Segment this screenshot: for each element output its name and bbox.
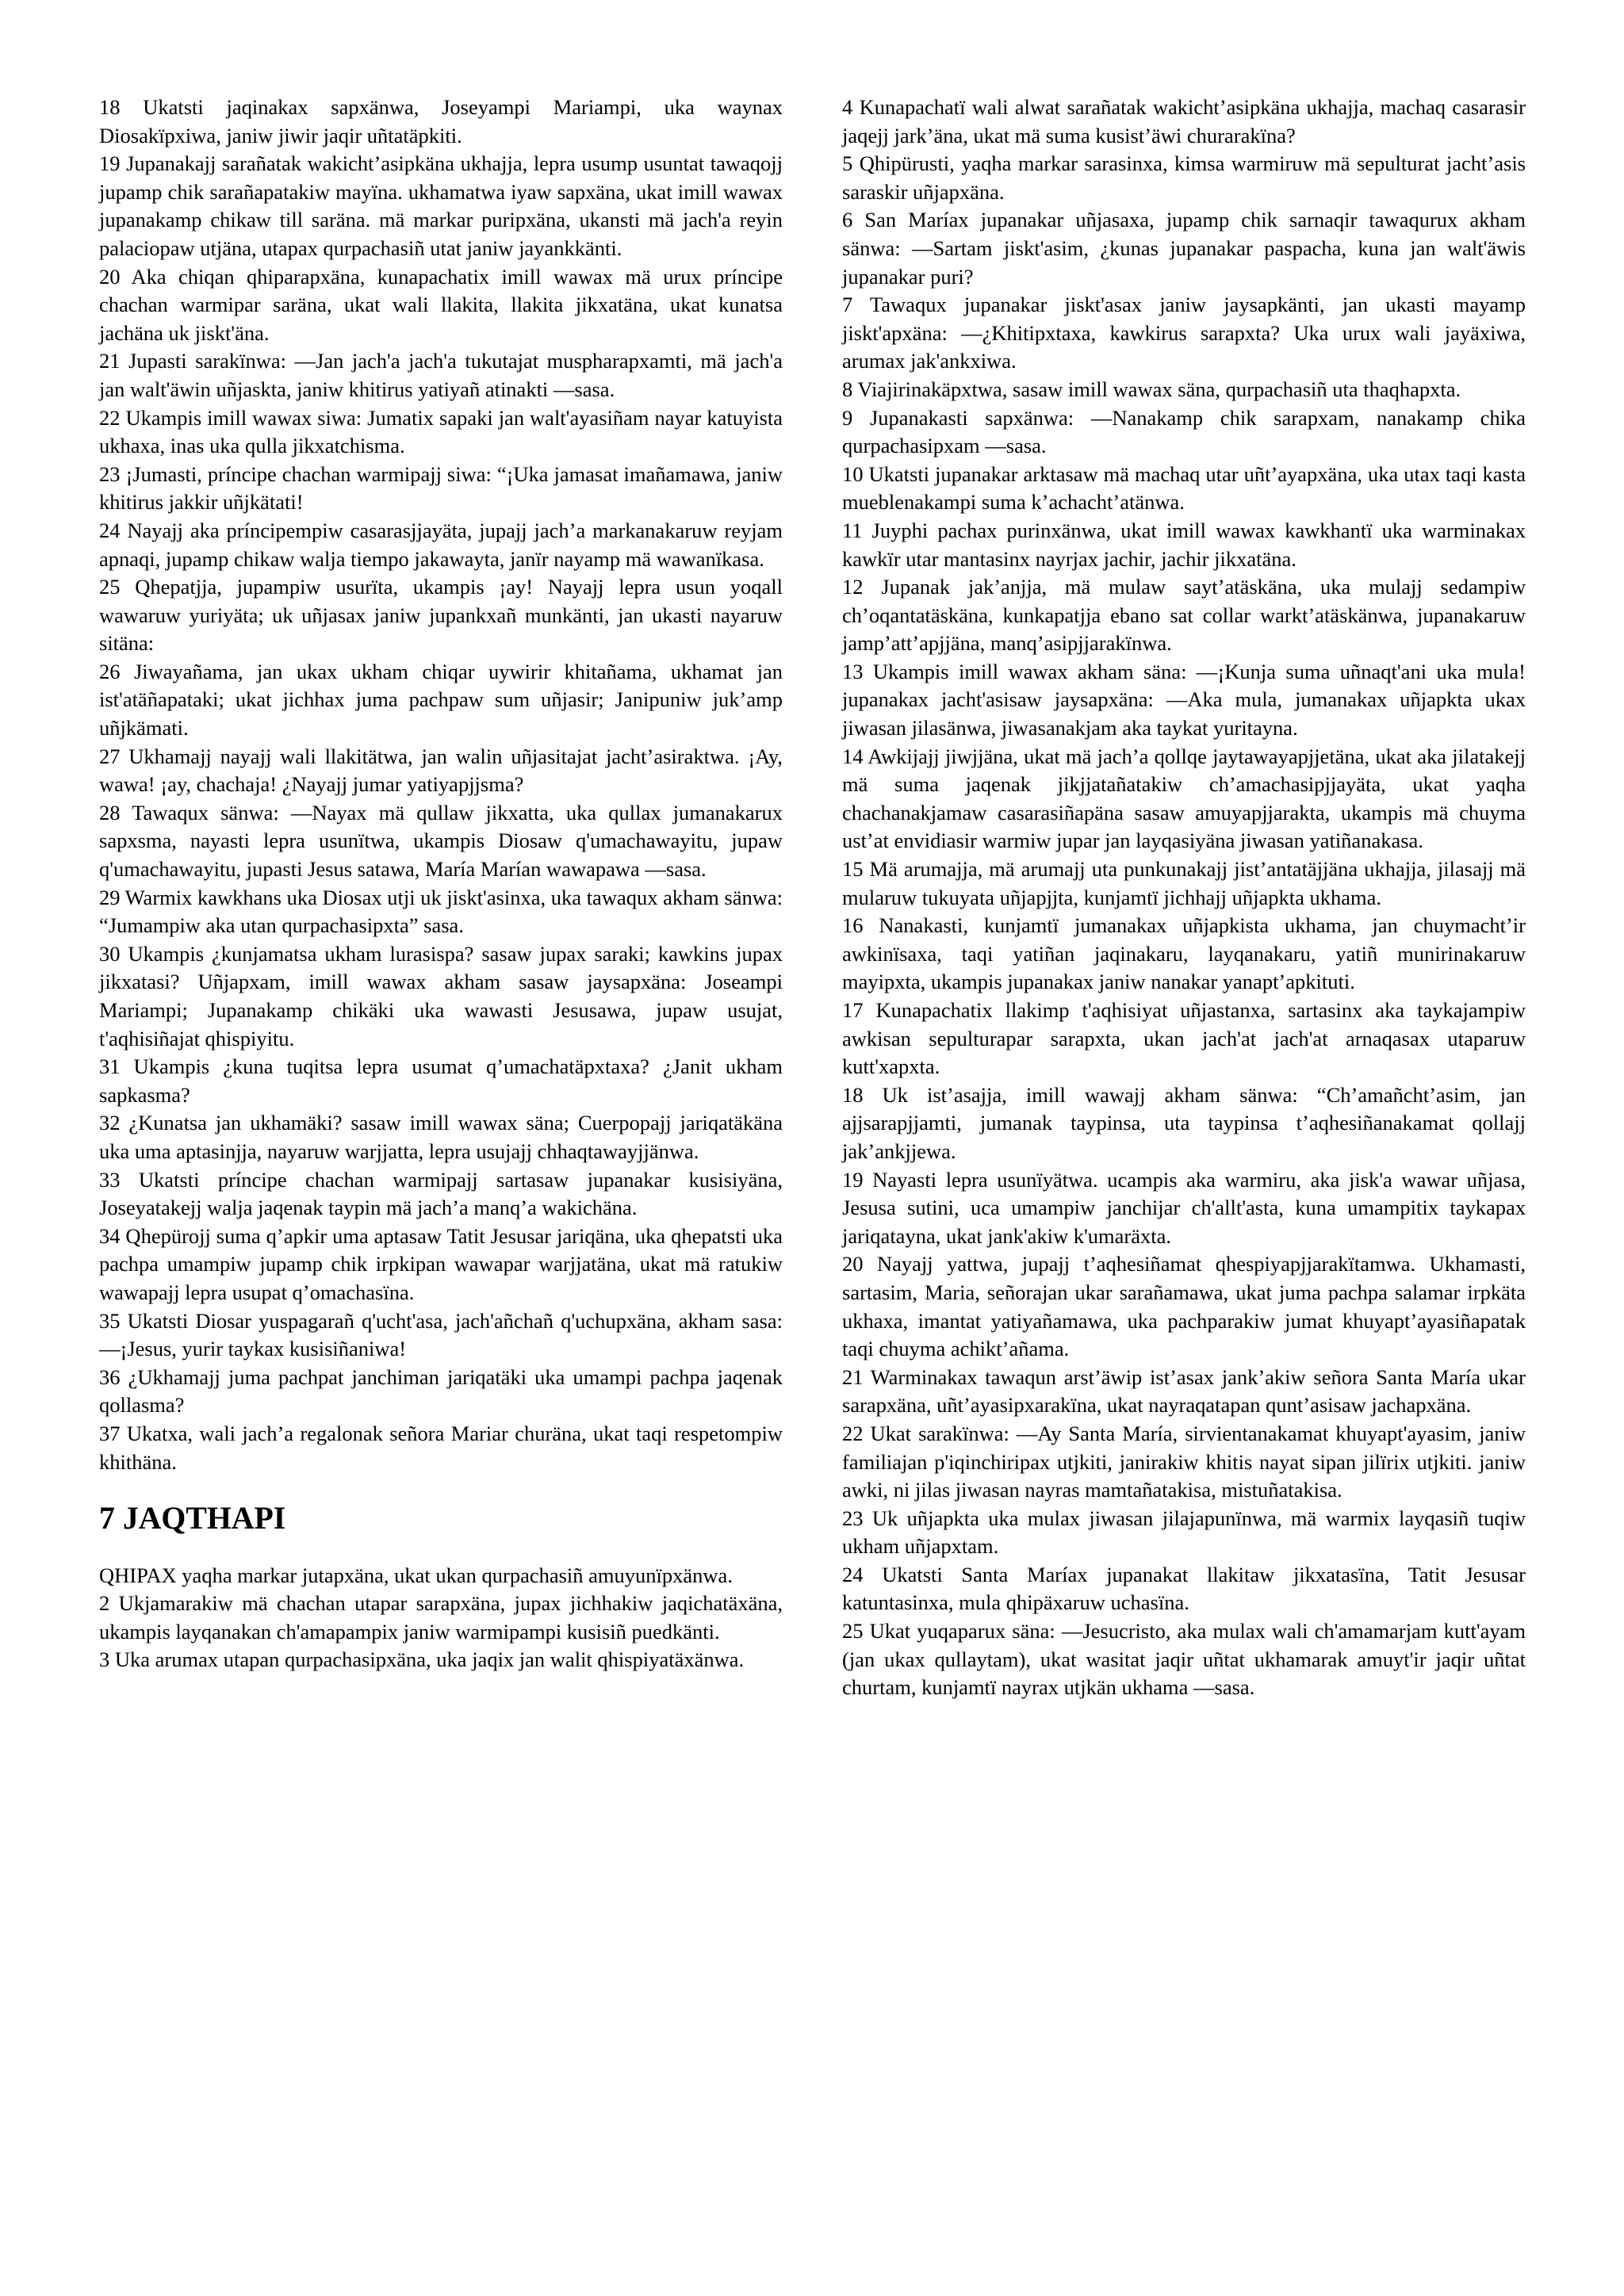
paragraph: 9 Jupanakasti sapxänwa: —Nanakamp chik sarapxam, nanakamp chika qurpachasipxam —sasa. [842,405,1526,458]
paragraph: 20 Nayajj yattwa, jupajj t’aqhesiñamat qhespiyapjjarakïtamwa. Ukhamasti, sartasim, Maria, señorajan ukar sarañamawa, ukat juma pachpa salamar irpkäta ukhaxa, imantat yatiyañamawa, uka pachparakiw jumat khuyapt’ayasiñapatak taqi chuyma achikt’añama. [842,1252,1526,1361]
paragraph: 22 Ukat sarakïnwa: —Ay Santa María, sirvientanakamat khuyapt'ayasim, janiw familiajan p'iqinchiripax utjkiti, janirakiw khitis nayat sipan jilïrix utjkiti. janiw awki, ni jilas jiwasan nayras mamtañatakisa, mistuñatakisa. [842,1421,1526,1502]
paragraph: 21 Jupasti sarakïnwa: —Jan jach'a jach'a tukutajat muspharapxamti, mä jach'a jan walt'äwin uñjaskta, janiw khitirus yatiyañ atinakti —sasa. [99,349,783,401]
paragraph: 19 Nayasti lepra usunïyätwa. ucampis aka warmiru, aka jisk'a wawar uñjasa, Jesusa sutini, uca umampiw janchijar ch'allt'asta, kuna umampitix taykapax jariqatayna, ukat jank'akiw k'umaräxta. [842,1167,1526,1248]
paragraph: 16 Nanakasti, kunjamtï jumanakax uñjapkista ukhama, jan chuymacht’ir awkinïsaxa, taqi yatiñan jaqinakaru, layqanakaru, yatiñ munirinakaruw mayipxta, ukampis jupanakax janiw nanakar yanapt’apkituti. [842,913,1526,994]
left-column [99,94,783,1674]
paragraph: 8 Viajirinakäpxtwa, sasaw imill wawax säna, qurpachasiñ uta thaqhapxta. [842,377,1461,401]
paragraph: 24 Nayajj aka príncipempiw casarasjjayäta, jupajj jach’a markanakaruw reyjam apnaqi, jupamp chikaw walja tiempo jakawayta, janïr nayamp mä wawanïkasa. [99,518,783,571]
paragraph: 12 Jupanak jak’anjja, mä mulaw sayt’atäskäna, uka mulajj sedampiw ch’oqantatäskäna, kunkapatjja ebano sat collar warkt’atäskänwa, jupanakaruw jamp’att’apjjäna, manq’asipjjarakïnwa. [842,575,1526,656]
paragraph: 25 Ukat yuqaparux säna: —Jesucristo, aka mulax wali ch'amamarjam kutt'ayam (jan ukax qullaytam), ukat wasitat jaqir uñtat ukhamarak amuyt'ir jaqir uñtat churtam, kunjamtï nayrax utjkän ukhama —sasa. [842,1619,1526,1700]
paragraph: 32 ¿Kunatsa jan ukhamäki? sasaw imill wawax säna; Cuerpopajj jariqatäkäna uka uma aptasinjja, nayaruw warjjatta, lepra usujajj chhaqtawayjjänwa. [99,1111,783,1163]
paragraph: 13 Ukampis imill wawax akham säna: —¡Kunja suma uñnaqt'ani uka mula! jupanakax jacht'asisaw jaysapxäna: —Aka mula, jumanakax uñjapkta ukax jiwasan jilasänwa, jiwasanakjam aka taykat yuritayna. [842,659,1526,740]
paragraph: 34 Qhepürojj suma q’apkir uma aptasaw Tatit Jesusar jariqäna, uka qhepatsti uka pachpa umampiw jupamp chik irpkipan wawapar warjjatäna, ukat mä ratukiw wawapajj lepra usupat q’omachasïna. [99,1223,783,1304]
paragraph: 27 Ukhamajj nayajj wali llakitätwa, jan walin uñjasitajat jacht’asiraktwa. ¡Ay, wawa! ¡ay, chachaja! ¿Nayajj jumar yatiyapjjsma? [99,744,783,797]
paragraph: 23 Uk uñjapkta uka mulax jiwasan jilajapunïnwa, mä warmix layqasiñ tuqiw ukham uñjapxtam. [842,1506,1526,1559]
paragraph: QHIPAX yaqha markar jutapxäna, ukat ukan qurpachasiñ amuyunïpxänwa. [99,1563,733,1587]
paragraph: 3 Uka arumax utapan qurpachasipxäna, uka jaqix jan walit qhispiyatäxänwa. [99,1647,745,1672]
paragraph: 26 Jiwayañama, jan ukax ukham chiqar uywirir khitañama, ukhamat jan ist'atäñapataki; ukat jichhax juma pachpaw sum uñjasir; Janipuniw juk’amp uñjkämati. [99,659,783,740]
paragraph: 29 Warmix kawkhans uka Diosax utji uk jiskt'asinxa, uka tawaqux akham sänwa: “Jumampiw aka utan qurpachasipxta” sasa. [99,885,783,938]
paragraph: 36 ¿Ukhamajj juma pachpat janchiman jariqatäki uka umampi pachpa jaqenak qollasma? [99,1364,783,1418]
paragraph: 7 Tawaqux jupanakar jiskt'asax janiw jaysapkänti, jan ukasti mayamp jiskt'apxäna: —¿Khitipxtaxa, kawkirus sarapxta? Uka urux wali jayäxiwa, arumax jak'ankxiwa. [842,293,1526,373]
paragraph: 15 Mä arumajja, mä arumajj uta punkunakajj jist’antatäjjäna ukhajja, jilasajj mä mularuw tukuyata uñjapjjta, kunjamtï jichhajj uñjapkta ukhama. [842,857,1526,909]
paragraph: 10 Ukatsti jupanakar arktasaw mä machaq utar uñt’ayapxäna, uka utax taqi kasta mueblenakampi suma k’achacht’atänwa. [842,461,1526,515]
paragraph: 4 Kunapachatï wali alwat sarañatak wakicht’asipkäna ukhajja, machaq casarasir jaqejj jark’äna, ukat mä suma kusist’äwi churarakïna? [842,95,1526,147]
paragraph: 21 Warminakax tawaqun arst’äwip ist’asax jank’akiw señora Santa María ukar sarapxäna, uñt’ayasipxarakïna, ukat nayraqatapan qunt’asisaw jachapxäna. [842,1364,1526,1418]
paragraph: 23 ¡Jumasti, príncipe chachan warmipajj siwa: “¡Uka jamasat imañamawa, janiw khitirus jakkir uñjkätati! [99,461,783,515]
paragraph: 28 Tawaqux sänwa: —Nayax mä qullaw jikxatta, uka qullax jumanakarux sapxsma, nayasti lepra usunïtwa, ukampis Diosaw q'umachawayitu, jupaw q'umachawayitu, jupasti Jesus satawa, María Marían wawapawa —sasa. [99,800,783,882]
paragraph: 18 Uk ist’asajja, imill wawajj akham sänwa: “Ch’amañcht’asim, jan ajjsarapjjamti, jumanak taypinsa, uta taypinsa t’aqhesiñanakamat qollajj jak’ankjjewa. [842,1082,1526,1163]
paragraph: 11 Juyphi pachax purinxänwa, ukat imill wawax kawkhantï uka warminakax kawkïr utar mantasinx nayrjax jachir, jachir jikxatäna. [842,518,1526,571]
paragraph: 31 Ukampis ¿kuna tuqitsa lepra usumat q’umachatäpxtaxa? ¿Janit ukham sapkasma? [99,1054,783,1107]
paragraph: 19 Jupanakajj sarañatak wakicht’asipkäna ukhajja, lepra usump usuntat tawaqojj jupamp chik sarañapatakiw mayïna. ukhamatwa iyaw sapxäna, ukat imill wawax jupanakamp chikaw till saräna. mä markar puripxäna, ukansti mä jach'a reyin palaciopaw utjäna, utapax qurpachasiñ utat janiw jayankkänti. [99,151,783,260]
paragraph: 18 Ukatsti jaqinakax sapxänwa, Joseyampi Mariampi, uka waynax Diosakïpxiwa, janiw jiwir jaqir uñtatäpkiti. [99,95,783,147]
paragraph: 14 Awkijajj jiwjjäna, ukat mä jach’a qollqe jaytawayapjjetäna, ukat aka jilatakejj mä suma jaqenak jikjjatañatakiw ch’amachasipjjayäta, ukat yaqha chachanakjamaw casarasiñapäna sasaw amuyapjjarakta, ukampis mä chuyma ust’at envidiasir warmiw jupar jan layqasiyäna jiwasan yatiñanakasa. [842,744,1526,853]
paragraph: 37 Ukatxa, wali jach’a regalonak señora Mariar churäna, ukat taqi respetompiw khithäna. [99,1421,783,1474]
paragraph: 2 Ukjamarakiw mä chachan utapar sarapxäna, jupax jichhakiw jaqichatäxäna, ukampis layqanakan ch'amapampix janiw warmipampi kusisiñ puedkänti. [99,1591,783,1644]
paragraph: 22 Ukampis imill wawax siwa: Jumatix sapaki jan walt'ayasiñam nayar katuyista ukhaxa, inas uka qulla jikxatchisma. [99,405,783,458]
paragraph: 20 Aka chiqan qhiparapxäna, kunapachatix imill wawax mä urux príncipe chachan warmipar saräna, ukat wali llakita, llakita jikxatäna, ukat kunatsa jachäna uk jiskt'äna. [99,264,783,345]
paragraph: 24 Ukatsti Santa Maríax jupanakat llakitaw jikxatasïna, Tatit Jesusar katuntasinxa, mula qhipäxaruw uchasïna. [842,1562,1526,1615]
right-column [842,94,1526,1702]
paragraph: 33 Ukatsti príncipe chachan warmipajj sartasaw jupanakar kusisiyäna, Joseyatakejj walja jaqenak taypin mä jach’a manq’a wakichäna. [99,1167,783,1220]
paragraph: 17 Kunapachatix llakimp t'aqhisiyat uñjastanxa, sartasinx aka taykajampiw awkisan sepulturapar sarapxta, ukan jach'at jach'at arnaqasax utaparuw kutt'xapxta. [842,998,1526,1079]
paragraph: 35 Ukatsti Diosar yuspagarañ q'ucht'asa, jach'añchañ q'uchupxäna, akham sasa: —¡Jesus, yurir taykax kusisiñaniwa! [99,1308,783,1361]
paragraph: 25 Qhepatjja, jupampiw usurïta, ukampis ¡ay! Nayajj lepra usun yoqall wawaruw yuriyäta; uk uñjasax janiw jupankxañ munkänti, jan ukasti nayaruw sitäna: [99,575,783,656]
paragraph: 6 San Maríax jupanakar uñjasaxa, jupamp chik sarnaqir tawaqurux akham sänwa: —Sartam jiskt'asim, ¿kunas jupanakar paspacha, kuna jan walt'äwis jupanakar puri? [842,208,1526,289]
paragraph: 5 Qhipürusti, yaqha markar sarasinxa, kimsa warmiruw mä sepulturat jacht’asis saraskir uñjapxäna. [842,151,1526,204]
paragraph: 30 Ukampis ¿kunjamatsa ukham lurasispa? sasaw jupax saraki; kawkins jupax jikxatasi? Uñjapxam, imill wawax akham sasaw jaysapxäna: Joseampi Mariampi; Jupanakamp chikäki uka wawasti Jesusawa, jupaw usujat, t'aqhisiñajat qhispiyitu. [99,941,783,1050]
chapter-heading: 7 JAQTHAPI [99,1501,286,1536]
